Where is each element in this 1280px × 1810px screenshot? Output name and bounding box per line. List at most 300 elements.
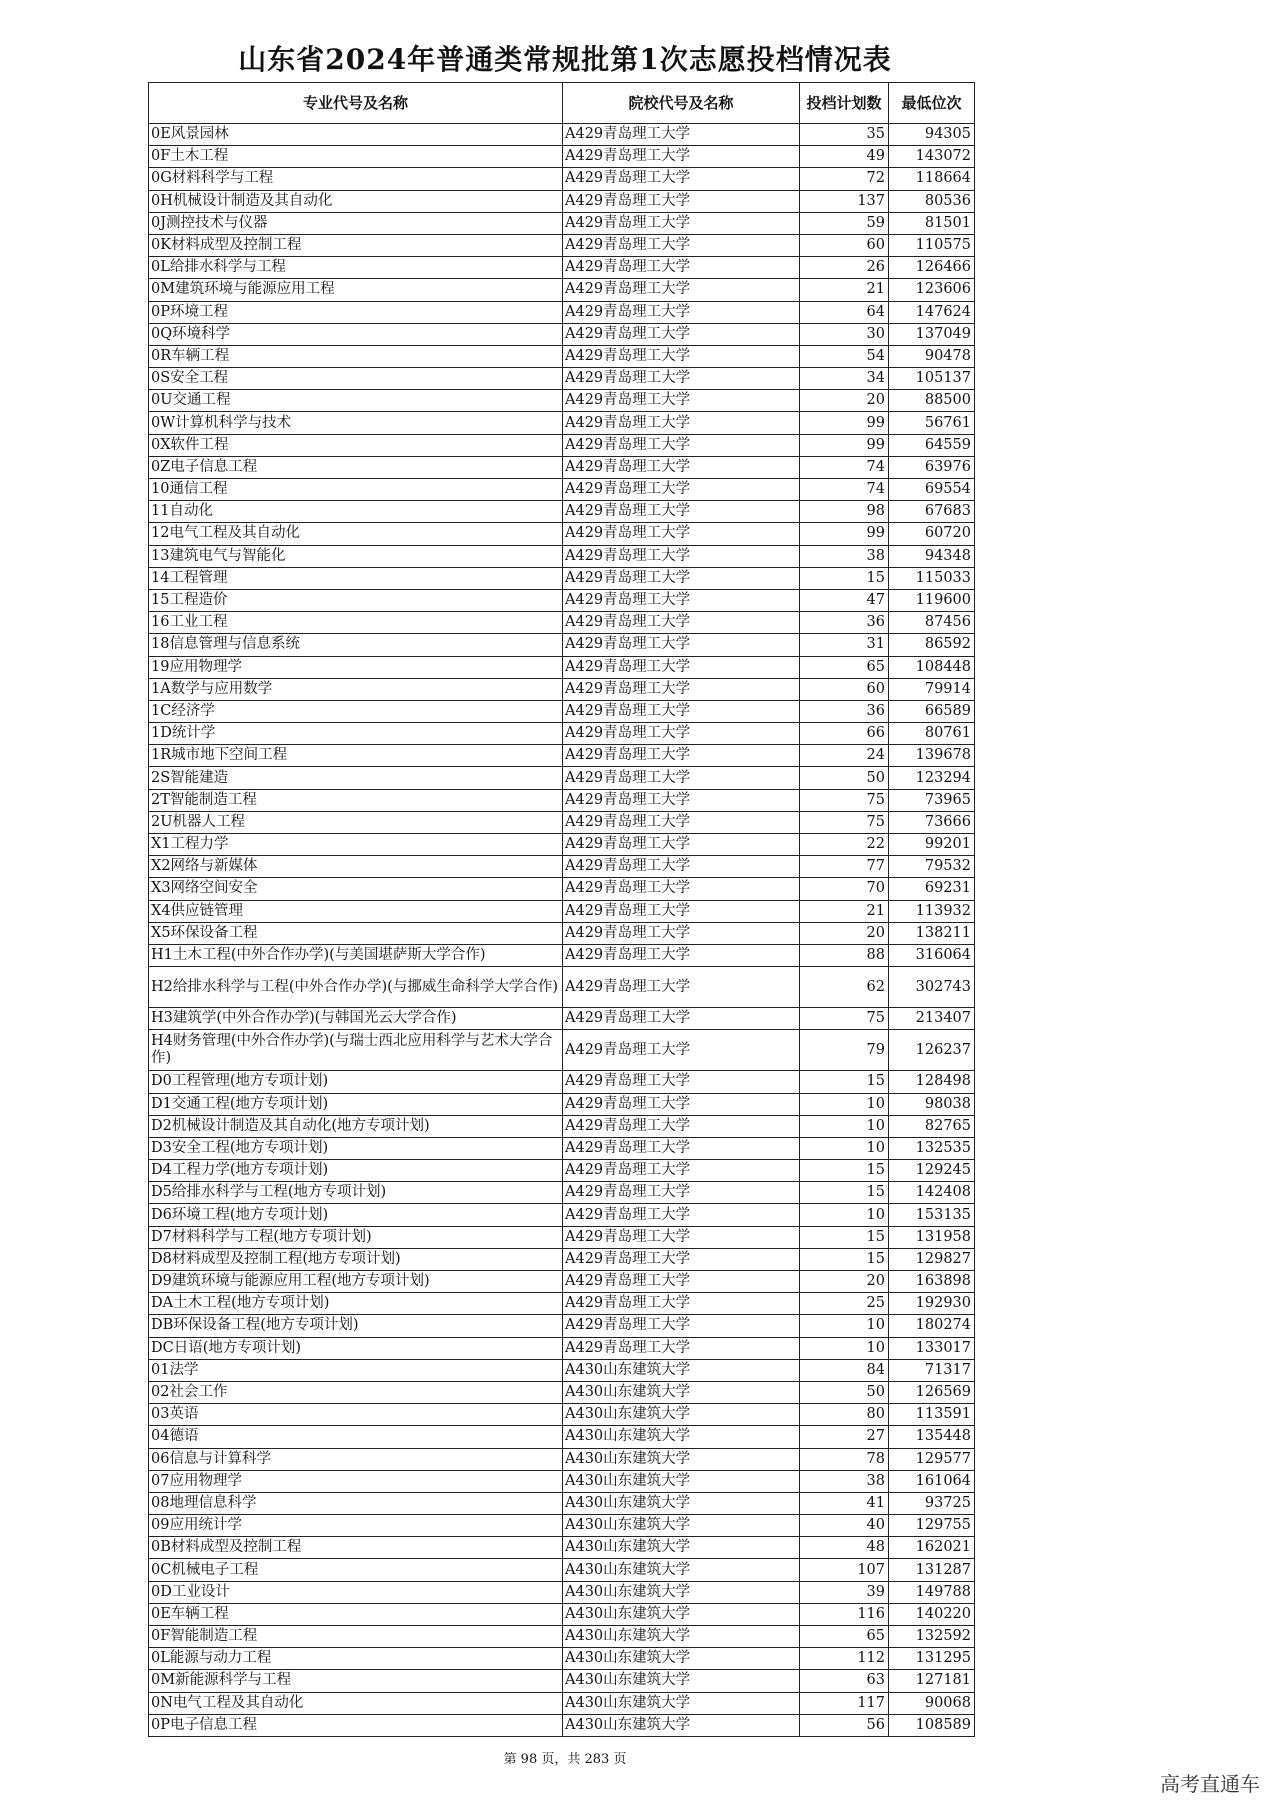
cell-school: A430山东建筑大学 <box>563 1626 800 1648</box>
cell-min-rank: 63976 <box>889 456 975 478</box>
cell-plan: 21 <box>800 900 889 922</box>
cell-min-rank: 98038 <box>889 1093 975 1115</box>
cell-plan: 26 <box>800 257 889 279</box>
header-plan: 投档计划数 <box>800 83 889 124</box>
cell-plan: 10 <box>800 1115 889 1137</box>
cell-plan: 25 <box>800 1293 889 1315</box>
cell-school: A429青岛理工大学 <box>563 257 800 279</box>
cell-plan: 54 <box>800 345 889 367</box>
cell-min-rank: 73666 <box>889 811 975 833</box>
cell-school: A429青岛理工大学 <box>563 967 800 1008</box>
cell-min-rank: 73965 <box>889 789 975 811</box>
table-row <box>149 767 975 789</box>
cell-plan: 15 <box>800 567 889 589</box>
cell-min-rank: 105137 <box>889 368 975 390</box>
cell-min-rank: 302743 <box>889 967 975 1008</box>
cell-min-rank: 81501 <box>889 212 975 234</box>
cell-major: 0L能源与动力工程 <box>149 1648 563 1670</box>
cell-school: A430山东建筑大学 <box>563 1559 800 1581</box>
cell-min-rank: 115033 <box>889 567 975 589</box>
cell-major: 09应用统计学 <box>149 1515 563 1537</box>
cell-min-rank: 129577 <box>889 1448 975 1470</box>
cell-school: A430山东建筑大学 <box>563 1537 800 1559</box>
cell-min-rank: 94348 <box>889 545 975 567</box>
cell-plan: 62 <box>800 967 889 1008</box>
table-row <box>149 789 975 811</box>
watermark: 高考直通车 <box>1160 1772 1260 1796</box>
cell-min-rank: 133017 <box>889 1337 975 1359</box>
cell-major: 0J测控技术与仪器 <box>149 212 563 234</box>
cell-plan: 41 <box>800 1492 889 1514</box>
cell-major: 2T智能制造工程 <box>149 789 563 811</box>
cell-min-rank: 129245 <box>889 1160 975 1182</box>
table-row <box>149 323 975 345</box>
cell-plan: 78 <box>800 1448 889 1470</box>
cell-major: 0E风景园林 <box>149 124 563 146</box>
table-header-row <box>149 83 975 124</box>
cell-major: 0R车辆工程 <box>149 345 563 367</box>
cell-school: A429青岛理工大学 <box>563 567 800 589</box>
cell-min-rank: 142408 <box>889 1182 975 1204</box>
cell-min-rank: 69554 <box>889 479 975 501</box>
cell-major: 08地理信息科学 <box>149 1492 563 1514</box>
cell-min-rank: 192930 <box>889 1293 975 1315</box>
table-row <box>149 1315 975 1337</box>
table-row <box>149 1448 975 1470</box>
table-row <box>149 479 975 501</box>
cell-min-rank: 149788 <box>889 1581 975 1603</box>
cell-major: 0D工业设计 <box>149 1581 563 1603</box>
cell-plan: 31 <box>800 634 889 656</box>
cell-school: A429青岛理工大学 <box>563 612 800 634</box>
cell-min-rank: 147624 <box>889 301 975 323</box>
cell-school: A430山东建筑大学 <box>563 1714 800 1736</box>
cell-major: X1工程力学 <box>149 834 563 856</box>
cell-min-rank: 82765 <box>889 1115 975 1137</box>
cell-plan: 99 <box>800 434 889 456</box>
cell-min-rank: 80761 <box>889 723 975 745</box>
cell-plan: 36 <box>800 700 889 722</box>
cell-plan: 112 <box>800 1648 889 1670</box>
cell-school: A430山东建筑大学 <box>563 1404 800 1426</box>
cell-plan: 98 <box>800 501 889 523</box>
table-row <box>149 412 975 434</box>
cell-major: D3安全工程(地方专项计划) <box>149 1137 563 1159</box>
cell-school: A429青岛理工大学 <box>563 878 800 900</box>
table-row <box>149 723 975 745</box>
cell-school: A429青岛理工大学 <box>563 412 800 434</box>
table-row <box>149 368 975 390</box>
cell-major: X4供应链管理 <box>149 900 563 922</box>
cell-major: 0N电气工程及其自动化 <box>149 1692 563 1714</box>
table-row <box>149 700 975 722</box>
cell-plan: 99 <box>800 412 889 434</box>
cell-major: 19应用物理学 <box>149 656 563 678</box>
cell-plan: 20 <box>800 922 889 944</box>
cell-min-rank: 119600 <box>889 589 975 611</box>
table-row <box>149 612 975 634</box>
cell-min-rank: 71317 <box>889 1359 975 1381</box>
cell-school: A430山东建筑大学 <box>563 1692 800 1714</box>
cell-min-rank: 132535 <box>889 1137 975 1159</box>
cell-school: A429青岛理工大学 <box>563 345 800 367</box>
table-row <box>149 1248 975 1270</box>
table-row <box>149 1648 975 1670</box>
cell-school: A429青岛理工大学 <box>563 434 800 456</box>
cell-plan: 117 <box>800 1692 889 1714</box>
cell-school: A429青岛理工大学 <box>563 523 800 545</box>
cell-major: H1土木工程(中外合作办学)(与美国堪萨斯大学合作) <box>149 944 563 966</box>
cell-plan: 75 <box>800 789 889 811</box>
cell-major: 14工程管理 <box>149 567 563 589</box>
cell-min-rank: 118664 <box>889 168 975 190</box>
cell-min-rank: 123606 <box>889 279 975 301</box>
cell-plan: 137 <box>800 190 889 212</box>
cell-school: A430山东建筑大学 <box>563 1448 800 1470</box>
cell-major: 10通信工程 <box>149 479 563 501</box>
table-row <box>149 1293 975 1315</box>
cell-major: 0S安全工程 <box>149 368 563 390</box>
cell-plan: 15 <box>800 1248 889 1270</box>
cell-school: A430山东建筑大学 <box>563 1359 800 1381</box>
cell-plan: 40 <box>800 1515 889 1537</box>
cell-major: D6环境工程(地方专项计划) <box>149 1204 563 1226</box>
cell-major: 0L给排水科学与工程 <box>149 257 563 279</box>
cell-plan: 66 <box>800 723 889 745</box>
cell-min-rank: 90068 <box>889 1692 975 1714</box>
cell-school: A429青岛理工大学 <box>563 301 800 323</box>
table-row <box>149 1093 975 1115</box>
cell-plan: 74 <box>800 479 889 501</box>
cell-min-rank: 79914 <box>889 678 975 700</box>
cell-min-rank: 123294 <box>889 767 975 789</box>
cell-plan: 10 <box>800 1337 889 1359</box>
cell-major: 0H机械设计制造及其自动化 <box>149 190 563 212</box>
table-row <box>149 168 975 190</box>
cell-plan: 60 <box>800 678 889 700</box>
cell-plan: 107 <box>800 1559 889 1581</box>
cell-major: X5环保设备工程 <box>149 922 563 944</box>
cell-major: D4工程力学(地方专项计划) <box>149 1160 563 1182</box>
cell-school: A430山东建筑大学 <box>563 1470 800 1492</box>
cell-school: A429青岛理工大学 <box>563 745 800 767</box>
cell-plan: 99 <box>800 523 889 545</box>
table-row <box>149 390 975 412</box>
page-title: 山东省2024年普通类常规批第1次志愿投档情况表 <box>238 43 892 76</box>
table-row <box>149 1626 975 1648</box>
cell-plan: 72 <box>800 168 889 190</box>
cell-major: 0E车辆工程 <box>149 1603 563 1625</box>
table-row <box>149 1404 975 1426</box>
cell-major: 02社会工作 <box>149 1381 563 1403</box>
cell-min-rank: 180274 <box>889 1315 975 1337</box>
cell-school: A429青岛理工大学 <box>563 146 800 168</box>
cell-min-rank: 316064 <box>889 944 975 966</box>
cell-plan: 64 <box>800 301 889 323</box>
cell-min-rank: 129827 <box>889 1248 975 1270</box>
table-row <box>149 146 975 168</box>
header-min-rank: 最低位次 <box>889 83 975 124</box>
cell-min-rank: 128498 <box>889 1071 975 1093</box>
cell-major: X3网络空间安全 <box>149 878 563 900</box>
cell-min-rank: 135448 <box>889 1426 975 1448</box>
cell-school: A429青岛理工大学 <box>563 723 800 745</box>
cell-school: A430山东建筑大学 <box>563 1381 800 1403</box>
cell-plan: 36 <box>800 612 889 634</box>
cell-min-rank: 64559 <box>889 434 975 456</box>
cell-school: A429青岛理工大学 <box>563 168 800 190</box>
cell-school: A429青岛理工大学 <box>563 589 800 611</box>
cell-plan: 22 <box>800 834 889 856</box>
cell-school: A430山东建筑大学 <box>563 1492 800 1514</box>
cell-min-rank: 131295 <box>889 1648 975 1670</box>
cell-major: 0P电子信息工程 <box>149 1714 563 1736</box>
cell-min-rank: 126466 <box>889 257 975 279</box>
cell-school: A429青岛理工大学 <box>563 1182 800 1204</box>
cell-school: A429青岛理工大学 <box>563 368 800 390</box>
cell-plan: 24 <box>800 745 889 767</box>
cell-min-rank: 87456 <box>889 612 975 634</box>
cell-school: A429青岛理工大学 <box>563 124 800 146</box>
cell-major: DC日语(地方专项计划) <box>149 1337 563 1359</box>
cell-major: X2网络与新媒体 <box>149 856 563 878</box>
table-row <box>149 1204 975 1226</box>
cell-min-rank: 138211 <box>889 922 975 944</box>
cell-min-rank: 66589 <box>889 700 975 722</box>
table-row <box>149 1115 975 1137</box>
cell-school: A429青岛理工大学 <box>563 1137 800 1159</box>
cell-school: A429青岛理工大学 <box>563 1248 800 1270</box>
cell-major: 07应用物理学 <box>149 1470 563 1492</box>
cell-major: 06信息与计算科学 <box>149 1448 563 1470</box>
cell-major: D1交通工程(地方专项计划) <box>149 1093 563 1115</box>
cell-school: A429青岛理工大学 <box>563 279 800 301</box>
table-row <box>149 501 975 523</box>
cell-major: 0C机械电子工程 <box>149 1559 563 1581</box>
cell-school: A429青岛理工大学 <box>563 767 800 789</box>
cell-min-rank: 60720 <box>889 523 975 545</box>
table-row <box>149 1008 975 1030</box>
cell-plan: 65 <box>800 1626 889 1648</box>
cell-plan: 74 <box>800 456 889 478</box>
cell-plan: 10 <box>800 1093 889 1115</box>
cell-plan: 80 <box>800 1404 889 1426</box>
cell-major: 16工业工程 <box>149 612 563 634</box>
admission-table <box>148 82 975 1737</box>
table-row <box>149 1670 975 1692</box>
cell-min-rank: 140220 <box>889 1603 975 1625</box>
cell-min-rank: 143072 <box>889 146 975 168</box>
cell-major: 0X软件工程 <box>149 434 563 456</box>
cell-major: 1D统计学 <box>149 723 563 745</box>
table-row <box>149 678 975 700</box>
cell-plan: 50 <box>800 1381 889 1403</box>
cell-min-rank: 162021 <box>889 1537 975 1559</box>
cell-major: 0F智能制造工程 <box>149 1626 563 1648</box>
cell-plan: 39 <box>800 1581 889 1603</box>
cell-major: 2U机器人工程 <box>149 811 563 833</box>
cell-school: A429青岛理工大学 <box>563 323 800 345</box>
cell-school: A429青岛理工大学 <box>563 834 800 856</box>
cell-min-rank: 90478 <box>889 345 975 367</box>
cell-school: A429青岛理工大学 <box>563 811 800 833</box>
cell-min-rank: 113932 <box>889 900 975 922</box>
table-row <box>149 1182 975 1204</box>
cell-plan: 35 <box>800 124 889 146</box>
cell-plan: 50 <box>800 767 889 789</box>
table-row <box>149 1337 975 1359</box>
cell-plan: 15 <box>800 1160 889 1182</box>
table-row <box>149 900 975 922</box>
cell-min-rank: 126237 <box>889 1030 975 1071</box>
cell-school: A429青岛理工大学 <box>563 634 800 656</box>
cell-major: 1C经济学 <box>149 700 563 722</box>
cell-school: A429青岛理工大学 <box>563 1030 800 1071</box>
cell-school: A429青岛理工大学 <box>563 656 800 678</box>
header-major: 专业代号及名称 <box>149 83 563 124</box>
cell-plan: 10 <box>800 1204 889 1226</box>
table-row <box>149 944 975 966</box>
table-body <box>149 124 975 1737</box>
cell-plan: 10 <box>800 1137 889 1159</box>
cell-major: 1A数学与应用数学 <box>149 678 563 700</box>
cell-min-rank: 108448 <box>889 656 975 678</box>
table-row <box>149 834 975 856</box>
cell-min-rank: 129755 <box>889 1515 975 1537</box>
table-row <box>149 589 975 611</box>
cell-plan: 20 <box>800 390 889 412</box>
cell-plan: 38 <box>800 545 889 567</box>
cell-school: A429青岛理工大学 <box>563 1204 800 1226</box>
table-row <box>149 1492 975 1514</box>
cell-school: A429青岛理工大学 <box>563 234 800 256</box>
table-row <box>149 1559 975 1581</box>
cell-min-rank: 131287 <box>889 1559 975 1581</box>
cell-min-rank: 56761 <box>889 412 975 434</box>
cell-school: A429青岛理工大学 <box>563 1008 800 1030</box>
cell-major: D0工程管理(地方专项计划) <box>149 1071 563 1093</box>
cell-min-rank: 132592 <box>889 1626 975 1648</box>
cell-major: 01法学 <box>149 1359 563 1381</box>
cell-plan: 15 <box>800 1071 889 1093</box>
table-row <box>149 967 975 1008</box>
cell-min-rank: 163898 <box>889 1271 975 1293</box>
cell-min-rank: 139678 <box>889 745 975 767</box>
cell-min-rank: 99201 <box>889 834 975 856</box>
table-row <box>149 1271 975 1293</box>
table-row <box>149 656 975 678</box>
table-row <box>149 124 975 146</box>
cell-min-rank: 94305 <box>889 124 975 146</box>
cell-plan: 15 <box>800 1226 889 1248</box>
cell-major: H4财务管理(中外合作办学)(与瑞士西北应用科学与艺术大学合作) <box>149 1030 563 1071</box>
cell-major: 0G材料科学与工程 <box>149 168 563 190</box>
cell-school: A429青岛理工大学 <box>563 456 800 478</box>
table-row <box>149 567 975 589</box>
cell-plan: 49 <box>800 146 889 168</box>
table-row <box>149 922 975 944</box>
cell-school: A429青岛理工大学 <box>563 390 800 412</box>
cell-min-rank: 126569 <box>889 1381 975 1403</box>
cell-plan: 15 <box>800 1182 889 1204</box>
cell-major: 0W计算机科学与技术 <box>149 412 563 434</box>
cell-major: D7材料科学与工程(地方专项计划) <box>149 1226 563 1248</box>
cell-plan: 56 <box>800 1714 889 1736</box>
header-school: 院校代号及名称 <box>563 83 800 124</box>
cell-major: 04德语 <box>149 1426 563 1448</box>
table-row <box>149 1160 975 1182</box>
cell-school: A430山东建筑大学 <box>563 1426 800 1448</box>
table-row <box>149 1515 975 1537</box>
table-row <box>149 279 975 301</box>
cell-school: A429青岛理工大学 <box>563 1226 800 1248</box>
cell-plan: 20 <box>800 1271 889 1293</box>
table-row <box>149 212 975 234</box>
cell-school: A429青岛理工大学 <box>563 501 800 523</box>
cell-school: A429青岛理工大学 <box>563 479 800 501</box>
table-row <box>149 456 975 478</box>
cell-major: DA土木工程(地方专项计划) <box>149 1293 563 1315</box>
cell-major: 0B材料成型及控制工程 <box>149 1537 563 1559</box>
table-row <box>149 1071 975 1093</box>
cell-school: A429青岛理工大学 <box>563 944 800 966</box>
cell-plan: 75 <box>800 811 889 833</box>
table-row <box>149 1426 975 1448</box>
cell-school: A430山东建筑大学 <box>563 1581 800 1603</box>
table-row <box>149 1137 975 1159</box>
cell-major: D9建筑环境与能源应用工程(地方专项计划) <box>149 1271 563 1293</box>
cell-plan: 27 <box>800 1426 889 1448</box>
cell-min-rank: 86592 <box>889 634 975 656</box>
cell-major: 12电气工程及其自动化 <box>149 523 563 545</box>
table-row <box>149 1714 975 1736</box>
cell-plan: 116 <box>800 1603 889 1625</box>
cell-min-rank: 113591 <box>889 1404 975 1426</box>
cell-major: D2机械设计制造及其自动化(地方专项计划) <box>149 1115 563 1137</box>
cell-min-rank: 131958 <box>889 1226 975 1248</box>
table-row <box>149 345 975 367</box>
cell-min-rank: 67683 <box>889 501 975 523</box>
table-row <box>149 856 975 878</box>
table-row <box>149 257 975 279</box>
cell-plan: 10 <box>800 1315 889 1337</box>
cell-school: A430山东建筑大学 <box>563 1515 800 1537</box>
cell-major: 13建筑电气与智能化 <box>149 545 563 567</box>
cell-plan: 70 <box>800 878 889 900</box>
cell-major: D8材料成型及控制工程(地方专项计划) <box>149 1248 563 1270</box>
table-row <box>149 1226 975 1248</box>
cell-school: A429青岛理工大学 <box>563 678 800 700</box>
table-row <box>149 1537 975 1559</box>
cell-plan: 48 <box>800 1537 889 1559</box>
cell-min-rank: 79532 <box>889 856 975 878</box>
table-row <box>149 1470 975 1492</box>
cell-school: A429青岛理工大学 <box>563 789 800 811</box>
cell-major: 0Z电子信息工程 <box>149 456 563 478</box>
page-footer: 第 98 页，共 283 页 <box>503 1752 627 1767</box>
table-row <box>149 234 975 256</box>
cell-major: H2给排水科学与工程(中外合作办学)(与挪威生命科学大学合作) <box>149 967 563 1008</box>
cell-major: 0M新能源科学与工程 <box>149 1670 563 1692</box>
cell-major: 11自动化 <box>149 501 563 523</box>
cell-major: 18信息管理与信息系统 <box>149 634 563 656</box>
cell-major: 0F土木工程 <box>149 146 563 168</box>
cell-plan: 60 <box>800 234 889 256</box>
cell-min-rank: 93725 <box>889 1492 975 1514</box>
cell-school: A429青岛理工大学 <box>563 1093 800 1115</box>
cell-plan: 34 <box>800 368 889 390</box>
cell-major: 0Q环境科学 <box>149 323 563 345</box>
